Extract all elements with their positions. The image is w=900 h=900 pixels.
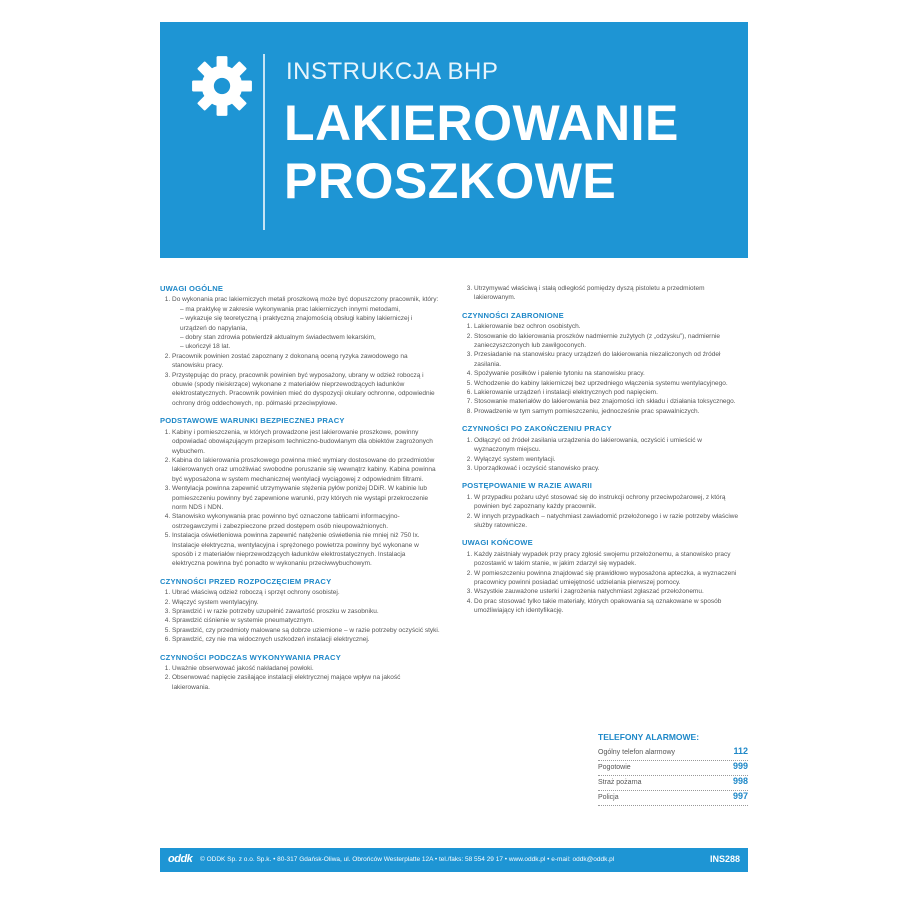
content-columns — [160, 284, 748, 804]
list-item: 3. Wentylacja powinna zapewnić utrzymywanie stężenia pyłów poniżej DDiR. W kabinie lub pomieszczeniu powinny być zapewnione warunki, przy których nie wystąpi przekroczenie norm NDS i NDN. — [172, 484, 440, 512]
list-item: – ma praktykę w zakresie wykonywania prac lakierniczych innymi metodami, — [180, 305, 440, 314]
list-item: 6. Sprawdzić, czy nie ma widocznych uszkodzeń instalacji elektrycznej. — [172, 635, 440, 644]
list-item: – ukończył 18 lat. — [180, 342, 440, 351]
section-heading: UWAGI KOŃCOWE — [462, 538, 533, 548]
list-item: 4. Sprawdzić ciśnienie w systemie pneumatycznym. — [172, 616, 440, 625]
right-column — [462, 284, 742, 624]
oddk-logo: oddk — [168, 853, 193, 865]
list-item: 4. Spożywanie posiłków i palenie tytoniu na stanowisku pracy. — [474, 369, 742, 378]
list-item: 3. Wszystkie zauważone usterki i zagrożenia natychmiast zgłaszać przełożonemu. — [474, 587, 742, 596]
header-divider — [263, 54, 265, 230]
list-item: 2. Wyłączyć system wentylacji. — [474, 455, 742, 464]
section-emergency-procedure — [462, 481, 742, 530]
list-item: 1. Ubrać właściwą odzież roboczą i sprzęt ochrony osobistej. — [172, 588, 440, 597]
alarm-row: Ogólny telefon alarmowy 112 — [598, 746, 748, 761]
section-basic-safety-conditions — [160, 416, 440, 569]
section-heading: POSTĘPOWANIE W RAZIE AWARII — [462, 481, 592, 491]
list-item: 3. Uporządkować i oczyścić stanowisko pracy. — [474, 464, 742, 473]
document-subtitle: INSTRUKCJA BHP — [286, 58, 499, 85]
section-general-notes — [160, 284, 440, 408]
phone-number: 999 — [732, 761, 748, 771]
list-item: 1. W przypadku pożaru użyć stosować się do instrukcji ochrony przeciwpożarowej, z którą powinien być zapoznany każdy pracownik. — [474, 493, 742, 512]
list-item: 1. Lakierowanie bez ochron osobistych. — [474, 322, 742, 331]
gear-icon — [188, 52, 256, 120]
section-during-work — [160, 653, 440, 693]
section-after-work — [462, 424, 742, 473]
section-heading: CZYNNOŚCI PO ZAKOŃCZENIU PRACY — [462, 424, 612, 434]
footer-contact: © ODDK Sp. z o.o. Sp.k. • 80-317 Gdańsk-Oliwa, ul. Obrońców Westerplatte 12A • tel./faks: 58 554 29 17 • www.oddk.pl • e-mail: oddk@oddk.pl — [200, 856, 615, 863]
list-item: 5. Instalacja oświetleniowa powinna zapewnić natężenie oświetlenia nie mniej niż 750 lx. Instalacje elektryczna, wentylacyjna i sprężonego powietrza powinny być wykonane w sposób i z materiałów nieprzewodzących ładunków elektrostatycznych. Instalacja elektryczna powinna być ponadto w wykonaniu przeciwwybuchowym. — [172, 531, 440, 569]
list-item: 6. Lakierowanie urządzeń i instalacji elektrycznych pod napięciem. — [474, 388, 742, 397]
list-item: 1. Uważnie obserwować jakość nakładanej powłoki. — [172, 664, 440, 673]
list-item: 2. Stosowanie do lakierowania proszków nadmiernie zużytych (z „odzysku”), nadmiernie zanieczyszczonych lub zawilgoconych. — [474, 332, 742, 351]
list-item: 2. Włączyć system wentylacyjny. — [172, 598, 440, 607]
section-before-work — [160, 577, 440, 645]
list-item: 8. Prowadzenie w tym samym pomieszczeniu, jednocześnie prac spawalniczych. — [474, 407, 742, 416]
section-heading: CZYNNOŚCI ZABRONIONE — [462, 310, 564, 320]
list-item: 1. Kabiny i pomieszczenia, w których prowadzone jest lakierowanie proszkowe, powinny odpowiadać obowiązującym przepisom techniczno-budowlanym dla obiektów zagrożonych wybuchem. — [172, 428, 440, 456]
list-item: 2. W innych przypadkach – natychmiast zawiadomić przełożonego i w razie potrzeby właściwe służby ratownicze. — [474, 512, 742, 531]
alarm-row: Policja 997 — [598, 791, 748, 806]
section-heading: CZYNNOŚCI PODCZAS WYKONYWANIA PRACY — [160, 652, 341, 662]
alarm-row: Pogotowie 999 — [598, 761, 748, 776]
alarm-phones-box — [598, 732, 748, 806]
section-during-work-continued — [462, 284, 742, 303]
phone-number: 997 — [732, 791, 748, 801]
list-item: 3. Sprawdzić i w razie potrzeby uzupełnić zawartość proszku w zasobniku. — [172, 607, 440, 616]
list-item: 3. Utrzymywać właściwą i stałą odległość pomiędzy dyszą pistoletu a przedmiotem lakierowanym. — [474, 284, 742, 303]
list-item: – wykazuje się teoretyczną i praktyczną znajomością obsługi kabiny lakierniczej i urządzeń do napylania, — [180, 314, 440, 333]
phone-number: 998 — [732, 776, 748, 786]
list-item: 7. Stosowanie materiałów do lakierowania bez znajomości ich składu i działania toksycznego. — [474, 397, 742, 406]
title-line-1: LAKIEROWANIE — [284, 95, 679, 151]
section-heading: PODSTAWOWE WARUNKI BEZPIECZNEJ PRACY — [160, 416, 345, 426]
list-item: 1. Odłączyć od źródeł zasilania urządzenia do lakierowania, oczyścić i umieścić w wyznaczonym miejscu. — [474, 436, 742, 455]
alarm-heading: TELEFONY ALARMOWE: — [598, 732, 700, 742]
list-item: 1. Każdy zaistniały wypadek przy pracy zgłosić swojemu przełożonemu, a stanowisko pracy pozostawić w takim stanie, w jakim zdarzył się wypadek. — [474, 550, 742, 569]
list-item: 5. Sprawdzić, czy przedmioty malowane są dobrze uziemione – w razie potrzeby oczyścić styki. — [172, 626, 440, 635]
list-item: 3. Przesiadanie na stanowisku pracy urządzeń do lakierowania niezaliczonych od źródeł zasilania. — [474, 350, 742, 369]
phone-number: 112 — [733, 746, 748, 756]
list-item: 4. Stanowisko wykonywania prac powinno być oznaczone tablicami informacyjno-ostrzegawczymi i zabezpieczone przed dostępem osób nieupoważnionych. — [172, 512, 440, 531]
document-code: INS288 — [709, 854, 740, 864]
document-title — [284, 94, 679, 210]
list-item: 2. Obserwować napięcie zasilające instalacji elektrycznej mające wpływ na jakość lakierowania. — [172, 673, 440, 692]
section-prohibited-actions — [462, 311, 742, 416]
list-item: 2. Pracownik powinien zostać zapoznany z dokonaną oceną ryzyka zawodowego na stanowisku pracy. — [172, 352, 440, 371]
list-item: 2. W pomieszczeniu powinna znajdować się prawidłowo wyposażona apteczka, a wyznaczeni pracownicy powinni posiadać umiejętność udzielania pierwszej pomocy. — [474, 569, 742, 588]
alarm-row: Straż pożarna 998 — [598, 776, 748, 791]
list-item: 2. Kabina do lakierowania proszkowego powinna mieć wymiary dostosowane do przedmiotów lakierowanych oraz umożliwiać swobodne poruszanie się wewnątrz kabiny. Kabina powinna być wyposażona w system mechanicznej wentylacji wyciągowej z odpowiednim filtrami. — [172, 456, 440, 484]
list-item: 1. Do wykonania prac lakierniczych metali proszkową może być dopuszczony pracownik, który: – ma praktykę w zakresie wykonywania prac lakierniczych innymi metodami, – wykazuje się teoretyczną i praktyczną znajomością obsługi kabiny lakierniczej i urządzeń do napylania, – dobry stan zdrowia potwierdził aktualnym świadectwem lekarskim, – ukończył 18 lat. — [172, 295, 440, 351]
instruction-sheet — [160, 22, 748, 872]
section-heading: UWAGI OGÓLNE — [160, 284, 224, 293]
list-item: 3. Przystępując do pracy, pracownik powinien być wyposażony, ubrany w odzież roboczą i obuwie (spody nieiskrzące) wykonane z materiałów nieprzewodzących ładunków elektrostatycznych. Pracownik powinien mieć do dyspozycji okulary ochronne, odpowiednie ochrony dróg oddechowych, np. półmaski przeciwpyłowe. — [172, 371, 440, 409]
section-heading: CZYNNOŚCI PRZED ROZPOCZĘCIEM PRACY — [160, 576, 332, 586]
footer-bar — [160, 848, 748, 872]
section-final-notes — [462, 538, 742, 615]
left-column — [160, 284, 440, 700]
list-item: – dobry stan zdrowia potwierdził aktualnym świadectwem lekarskim, — [180, 333, 440, 342]
list-item: 4. Do prac stosować tylko takie materiały, których opakowania są oznakowane w sposób umożliwiający ich identyfikację. — [474, 597, 742, 616]
header-banner — [160, 22, 748, 258]
title-line-2: PROSZKOWE — [284, 153, 617, 209]
list-item: 5. Wchodzenie do kabiny lakierniczej bez uprzedniego włączenia systemu wentylacyjnego. — [474, 379, 742, 388]
